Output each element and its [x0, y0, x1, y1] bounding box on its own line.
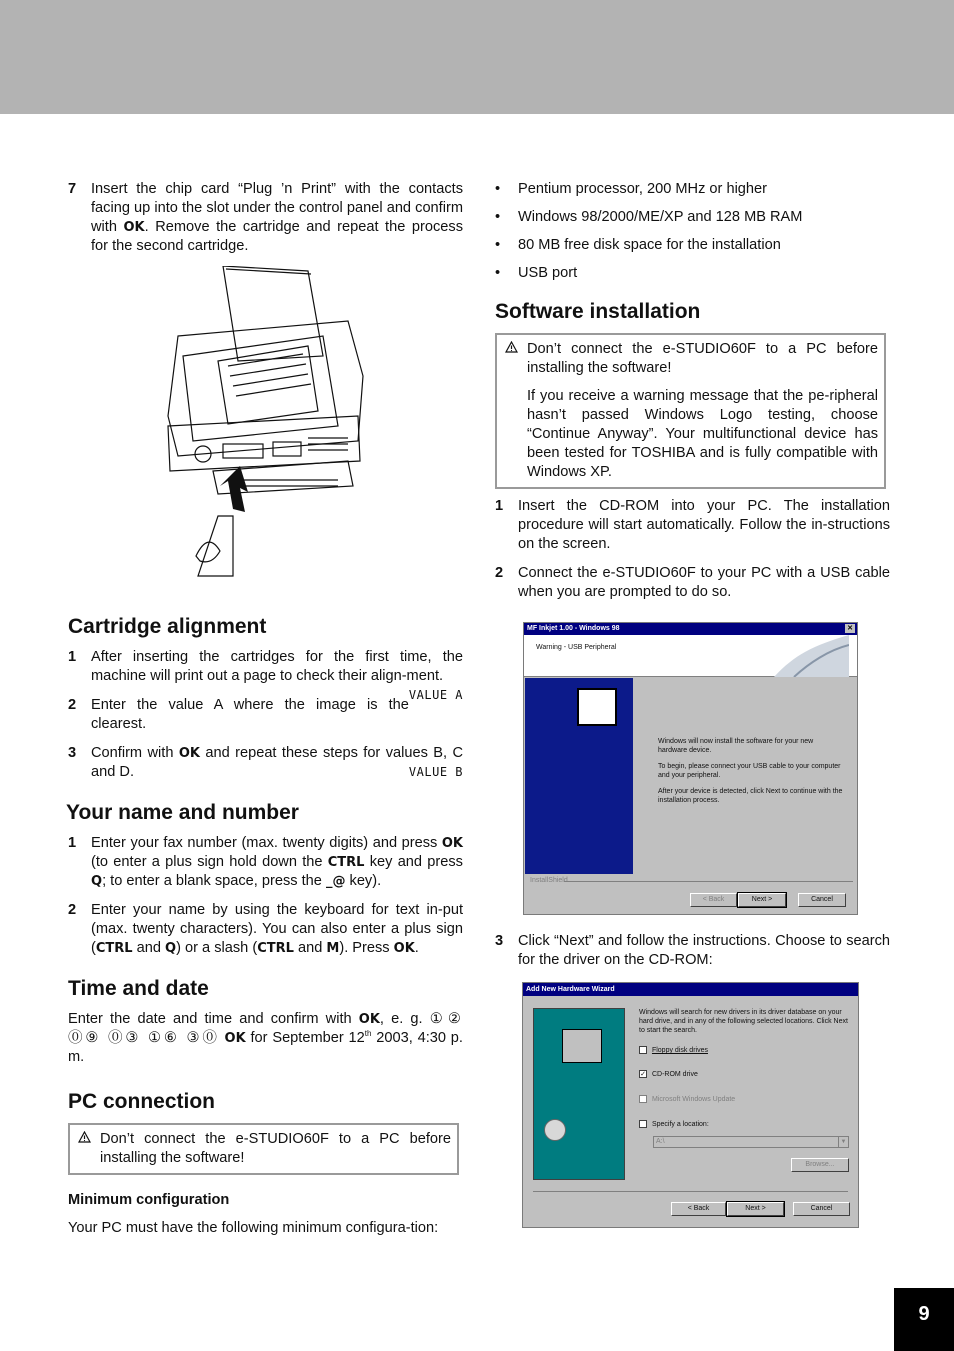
software-step-2: 2 Connect the e-STUDIO60F to your PC with a USB cable when you are prompted to do so.: [495, 565, 890, 600]
computer-icon: [562, 1029, 602, 1063]
display-value-a: VALUE A: [408, 688, 463, 702]
cartridge-alignment-heading: Cartridge alignment: [68, 615, 267, 638]
next-button[interactable]: Next >: [727, 1202, 784, 1216]
swirl-graphic-icon: [774, 635, 849, 677]
requirement-item: • Pentium processor, 200 MHz or higher: [495, 180, 890, 199]
dialog-separator: [533, 1191, 848, 1192]
pc-warning-box: Don’t connect the e-STUDIO60F to a PC before installing the software!: [68, 1123, 459, 1175]
browse-button[interactable]: Browse...: [791, 1158, 849, 1172]
wizard-image: [533, 1008, 625, 1180]
next-button[interactable]: Next >: [738, 893, 786, 907]
dialog-message: Windows will now install the software for your new hardware device. To begin, please connect your USB cable to your computer and your peripheral. After your device is detected, click Next to continue with the installation process.: [658, 738, 843, 804]
cancel-button[interactable]: Cancel: [798, 893, 846, 907]
cartridge-step-1: 1 After inserting the cartridges for the first time, the machine will print out a page to check their align-ment. VALUE A: [68, 648, 463, 686]
time-and-date-text: Enter the date and time and confirm with OK, e. g. ①② ⓪⑨ ⓪③ ①⑥ ③⓪ OK for September 12th 2003, 4:30 p. m.: [68, 1011, 463, 1065]
software-step-1: 1 Insert the CD-ROM into your PC. The installation procedure will start automatically. Follow the in-structions on the screen.: [495, 498, 890, 552]
software-warning-box: Don’t connect the e-STUDIO60F to a PC before installing the software! If you receive a warning message that the pe-ripheral hasn’t passed Windows Logo testing, choose “Continue Anyway”. Your multifunctional device has been tested for TOSHIBA and is fully compatible with Windows XP.: [495, 333, 886, 489]
pc-connection-heading: PC connection: [68, 1090, 216, 1113]
cartridge-step-3: 3 Confirm with OK and repeat these steps for values B, C and D. VALUE B: [68, 745, 463, 780]
wizard-intro-text: Windows will search for new drivers in its driver database on your hard drive, and in any of the following selected locations. Click Next to start the search.: [639, 1009, 848, 1034]
warning-triangle-icon: [505, 340, 518, 359]
software-installation-heading: Software installation: [495, 300, 701, 323]
name-step-1: 1 Enter your fax number (max. twenty digits) and press OK (to enter a plus sign hold down the CTRL key and press Q; to enter a blank space, press the _@ key).: [68, 835, 463, 889]
option-specify-location[interactable]: Specify a location:: [639, 1120, 709, 1129]
warning-triangle-icon: [78, 1130, 91, 1149]
dialog-titlebar: Add New Hardware Wizard: [523, 983, 858, 996]
printer-illustration: [68, 266, 463, 596]
chevron-down-icon[interactable]: ▼: [838, 1137, 848, 1147]
right-column: [495, 180, 890, 612]
cd-icon: [544, 1119, 566, 1141]
location-combobox[interactable]: A:\ ▼: [653, 1136, 849, 1148]
dialog-header: Warning - USB Peripheral: [524, 635, 857, 677]
name-step-2: 2 Enter your name by using the keyboard for text in-put (max. twenty characters). You can also enter a plus sign (CTRL and Q) or a slash (CTRL and M). Press OK.: [68, 902, 463, 956]
option-windows-update[interactable]: Microsoft Windows Update: [639, 1095, 735, 1104]
checkbox[interactable]: [639, 1120, 647, 1128]
add-hardware-wizard-dialog: [522, 982, 859, 1228]
minimum-configuration-heading: Minimum configuration: [68, 1192, 230, 1208]
requirement-item: • 80 MB free disk space for the installation: [495, 236, 890, 255]
option-floppy[interactable]: Floppy disk drives: [639, 1046, 708, 1055]
computer-box-icon: [577, 688, 617, 726]
printer-icon: [68, 266, 463, 596]
left-column: [68, 180, 463, 1238]
close-icon[interactable]: ✕: [845, 624, 855, 633]
dialog-left-panel: [525, 678, 633, 874]
header-band: [0, 0, 954, 114]
your-name-heading: Your name and number: [66, 801, 299, 824]
display-value-b: VALUE B: [408, 765, 463, 779]
installshield-label: InstallShield: [530, 877, 568, 884]
requirement-item: • USB port: [495, 264, 890, 283]
back-button[interactable]: < Back: [690, 893, 737, 907]
dialog-titlebar: MF Inkjet 1.00 - Windows 98 ✕: [524, 623, 857, 635]
option-cdrom[interactable]: ✓ CD-ROM drive: [640, 1071, 698, 1079]
minimum-configuration-text: Your PC must have the following minimum configura-tion:: [68, 1220, 439, 1236]
checkbox[interactable]: [639, 1095, 647, 1103]
back-button[interactable]: < Back: [671, 1202, 726, 1216]
digit-keys: ①② ⓪⑨ ⓪③ ①⑥ ③⓪: [68, 1011, 463, 1046]
software-step-3: 3 Click “Next” and follow the instructions. Choose to search for the driver on the CD-ROM:: [495, 933, 890, 968]
cancel-button[interactable]: Cancel: [793, 1202, 850, 1216]
installshield-dialog: [523, 622, 858, 915]
page-number: 9: [894, 1288, 954, 1351]
time-and-date-heading: Time and date: [68, 977, 209, 1000]
checkbox[interactable]: [639, 1046, 647, 1054]
requirement-item: • Windows 98/2000/ME/XP and 128 MB RAM: [495, 208, 890, 227]
cartridge-step-2: 2 Enter the value A where the image is the clearest.: [68, 697, 409, 732]
checkbox-checked[interactable]: ✓: [640, 1071, 646, 1079]
step-7: 7 Insert the chip card “Plug ’n Print” with the contacts facing up into the slot under the control panel and confirm with OK. Remove the cartridge and repeat the process for the second cartridge.: [68, 181, 463, 254]
dialog-separator: [564, 881, 853, 882]
